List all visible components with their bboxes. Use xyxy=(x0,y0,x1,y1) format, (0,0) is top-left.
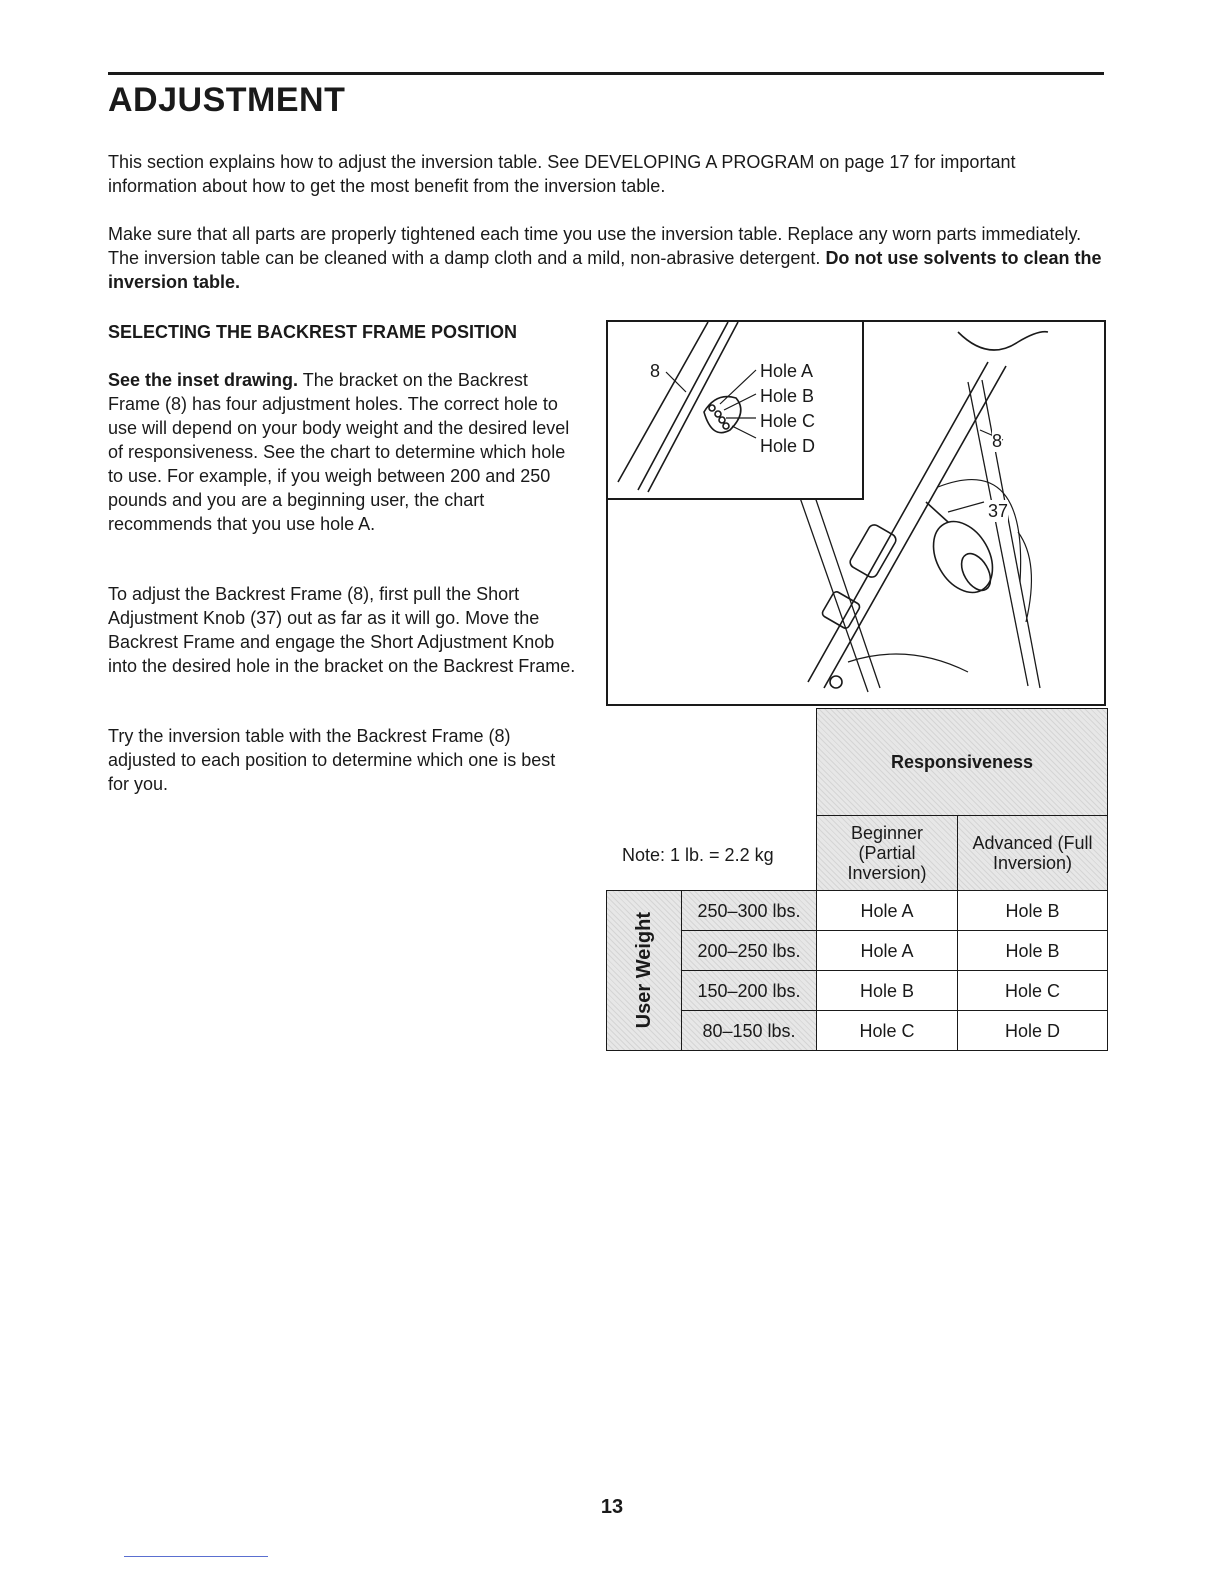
solvent-warning: Do not use solvents to clean the inversion table. xyxy=(108,248,1102,292)
beginner-hole-cell: Hole A xyxy=(816,890,958,931)
footer-line xyxy=(124,1556,268,1557)
responsiveness-header: Responsiveness xyxy=(816,708,1108,816)
conversion-note: Note: 1 lb. = 2.2 kg xyxy=(622,845,774,865)
section-heading: SELECTING THE BACKREST FRAME POSITION xyxy=(108,322,518,342)
beginner-column-header: Beginner (Partial Inversion) xyxy=(816,815,958,891)
advanced-hole-cell: Hole C xyxy=(957,970,1108,1011)
hole-c-label: Hole C xyxy=(760,411,816,431)
hole-a-label: Hole A xyxy=(760,361,814,381)
page-title: ADJUSTMENT xyxy=(108,81,346,119)
section-paragraph-1 xyxy=(108,368,578,536)
beginner-hole-cell: Hole A xyxy=(816,930,958,971)
intro-paragraph-2-text: Make sure that all parts are properly tightened each time you use the inversion table. Replace any worn parts immediately. The inversion table can be cleaned with a damp cloth and a mild, non-abrasive detergent. xyxy=(108,224,1082,268)
weight-cell: 250–300 lbs. xyxy=(681,890,817,931)
beginner-hole-cell: Hole C xyxy=(816,1010,958,1051)
section-paragraph-3: Try the inversion table with the Backrest Frame (8) adjusted to each position to determine which one is best for you. xyxy=(108,726,556,794)
advanced-hole-cell: Hole B xyxy=(957,890,1108,931)
inset-part-label: 8 xyxy=(650,361,661,381)
advanced-hole-cell: Hole B xyxy=(957,930,1108,971)
page-number: 13 xyxy=(600,1496,624,1518)
knob-part-label: 37 xyxy=(988,501,1009,521)
weight-cell: 150–200 lbs. xyxy=(681,970,817,1011)
backrest-frame-part-label: 8 xyxy=(992,431,1003,451)
advanced-column-header: Advanced (Full Inversion) xyxy=(957,815,1108,891)
section-paragraph-2: To adjust the Backrest Frame (8), first pull the Short Adjustment Knob (37) out as far as it will go. Move the Backrest Frame and engage the Short Adjustment Knob into the desired hole in the bracket on the Backrest Frame. xyxy=(108,584,576,676)
user-weight-label-cell xyxy=(606,890,682,1051)
inset-drawing-lead: See the inset drawing. xyxy=(108,370,299,390)
backrest-frame-figure xyxy=(606,320,1106,706)
inset-bracket-drawing xyxy=(608,322,860,496)
intro-paragraph-1: This section explains how to adjust the inversion table. See DEVELOPING A PROGRAM on page 17 for important information about how to get the most benefit from the inversion table. xyxy=(108,152,1016,196)
intro-paragraph-2 xyxy=(108,222,1108,294)
hole-b-label: Hole B xyxy=(760,386,815,406)
advanced-hole-cell: Hole D xyxy=(957,1010,1108,1051)
weight-cell: 80–150 lbs. xyxy=(681,1010,817,1051)
hole-d-label: Hole D xyxy=(760,436,816,456)
user-weight-label: User Weight xyxy=(633,912,655,1029)
inset-drawing xyxy=(608,322,864,500)
title-rule xyxy=(108,72,1104,75)
beginner-hole-cell: Hole B xyxy=(816,970,958,1011)
weight-cell: 200–250 lbs. xyxy=(681,930,817,971)
section-paragraph-1-text: The bracket on the Backrest Frame (8) has four adjustment holes. The correct hole to use will depend on your body weight and the desired level of responsiveness. See the chart to determine which hole to use. For example, if you weigh between 200 and 250 pounds and you are a beginning user, the chart recommends that you use hole A. xyxy=(108,370,570,534)
responsiveness-chart xyxy=(606,708,1108,1051)
